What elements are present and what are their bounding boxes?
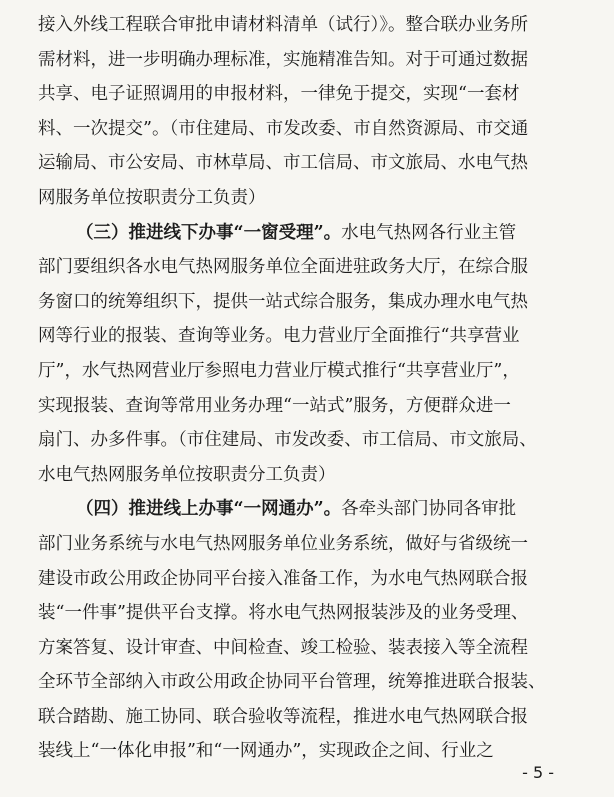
text-line: 方案答复、设计审查、中间检查、竣工检验、装表接入等全流程 bbox=[38, 637, 528, 658]
paragraph-1 bbox=[38, 8, 576, 216]
text-line: 部门要组织各水电气热网服务单位全面进驻政务大厅，在综合服 bbox=[38, 257, 528, 278]
text-line bbox=[38, 216, 576, 251]
page-number: - 5 - bbox=[522, 763, 554, 782]
paragraph-2 bbox=[38, 216, 576, 493]
section-heading: （四）推进线上办事“一网通办”。 bbox=[76, 499, 342, 520]
text-run: 各牵头部门协同各审批 bbox=[341, 499, 517, 520]
section-heading: （三）推进线下办事“一窗受理”。 bbox=[76, 222, 342, 243]
text-line: 共享、电子证照调用的申报材料，一律免于提交，实现“一套材 bbox=[38, 84, 520, 105]
text-line: 水电气热网服务单位按职责分工负责） bbox=[38, 464, 336, 485]
text-line: 装“一件事”提供平台支撑。将水电气热网报装涉及的业务受理、 bbox=[38, 603, 529, 624]
text-line: 网等行业的报装、查询等业务。电力营业厅全面推行“共享营业 bbox=[38, 326, 520, 347]
text-line: 务窗口的统筹组织下，提供一站式综合服务，集成办理水电气热 bbox=[38, 291, 528, 312]
text-line: 料、一次提交”。（市住建局、市发改委、市自然资源局、市交通 bbox=[38, 118, 529, 139]
text-line: 网服务单位按职责分工负责） bbox=[38, 187, 266, 208]
text-line: 部门业务系统与水电气热网服务单位业务系统，做好与省级统一 bbox=[38, 533, 528, 554]
text-line: 运输局、市公安局、市林草局、市工信局、市文旅局、水电气热 bbox=[38, 153, 528, 174]
text-line: 需材料，进一步明确办理标准，实施精准告知。对于可通过数据 bbox=[38, 49, 528, 70]
text-line bbox=[38, 492, 576, 527]
text-line: 联合踏勘、施工协同、联合验收等流程，推进水电气热网联合报 bbox=[38, 706, 528, 727]
text-line: 装线上“一体化申报”和“一网通办”，实现政企之间、行业之 bbox=[38, 741, 494, 762]
document-body bbox=[38, 8, 576, 769]
paragraph-3 bbox=[38, 492, 576, 769]
text-run: 水电气热网各行业主管 bbox=[341, 222, 517, 243]
text-line: 实现报装、查询等常用业务办理“一站式”服务，方便群众进一 bbox=[38, 395, 511, 416]
text-line: 建设市政公用政企协同平台接入准备工作，为水电气热网联合报 bbox=[38, 568, 528, 589]
text-line: 扇门、办多件事。（市住建局、市发改委、市工信局、市文旅局、 bbox=[38, 430, 537, 451]
text-line: 全环节全部纳入市政公用政企协同平台管理，统筹推进联合报装、 bbox=[38, 672, 546, 693]
text-line: 厅”，水气热网营业厅参照电力营业厅模式推行“共享营业厅”， bbox=[38, 360, 520, 381]
text-line: 接入外线工程联合审批申请材料清单（试行）》。整合联办业务所 bbox=[38, 15, 528, 35]
